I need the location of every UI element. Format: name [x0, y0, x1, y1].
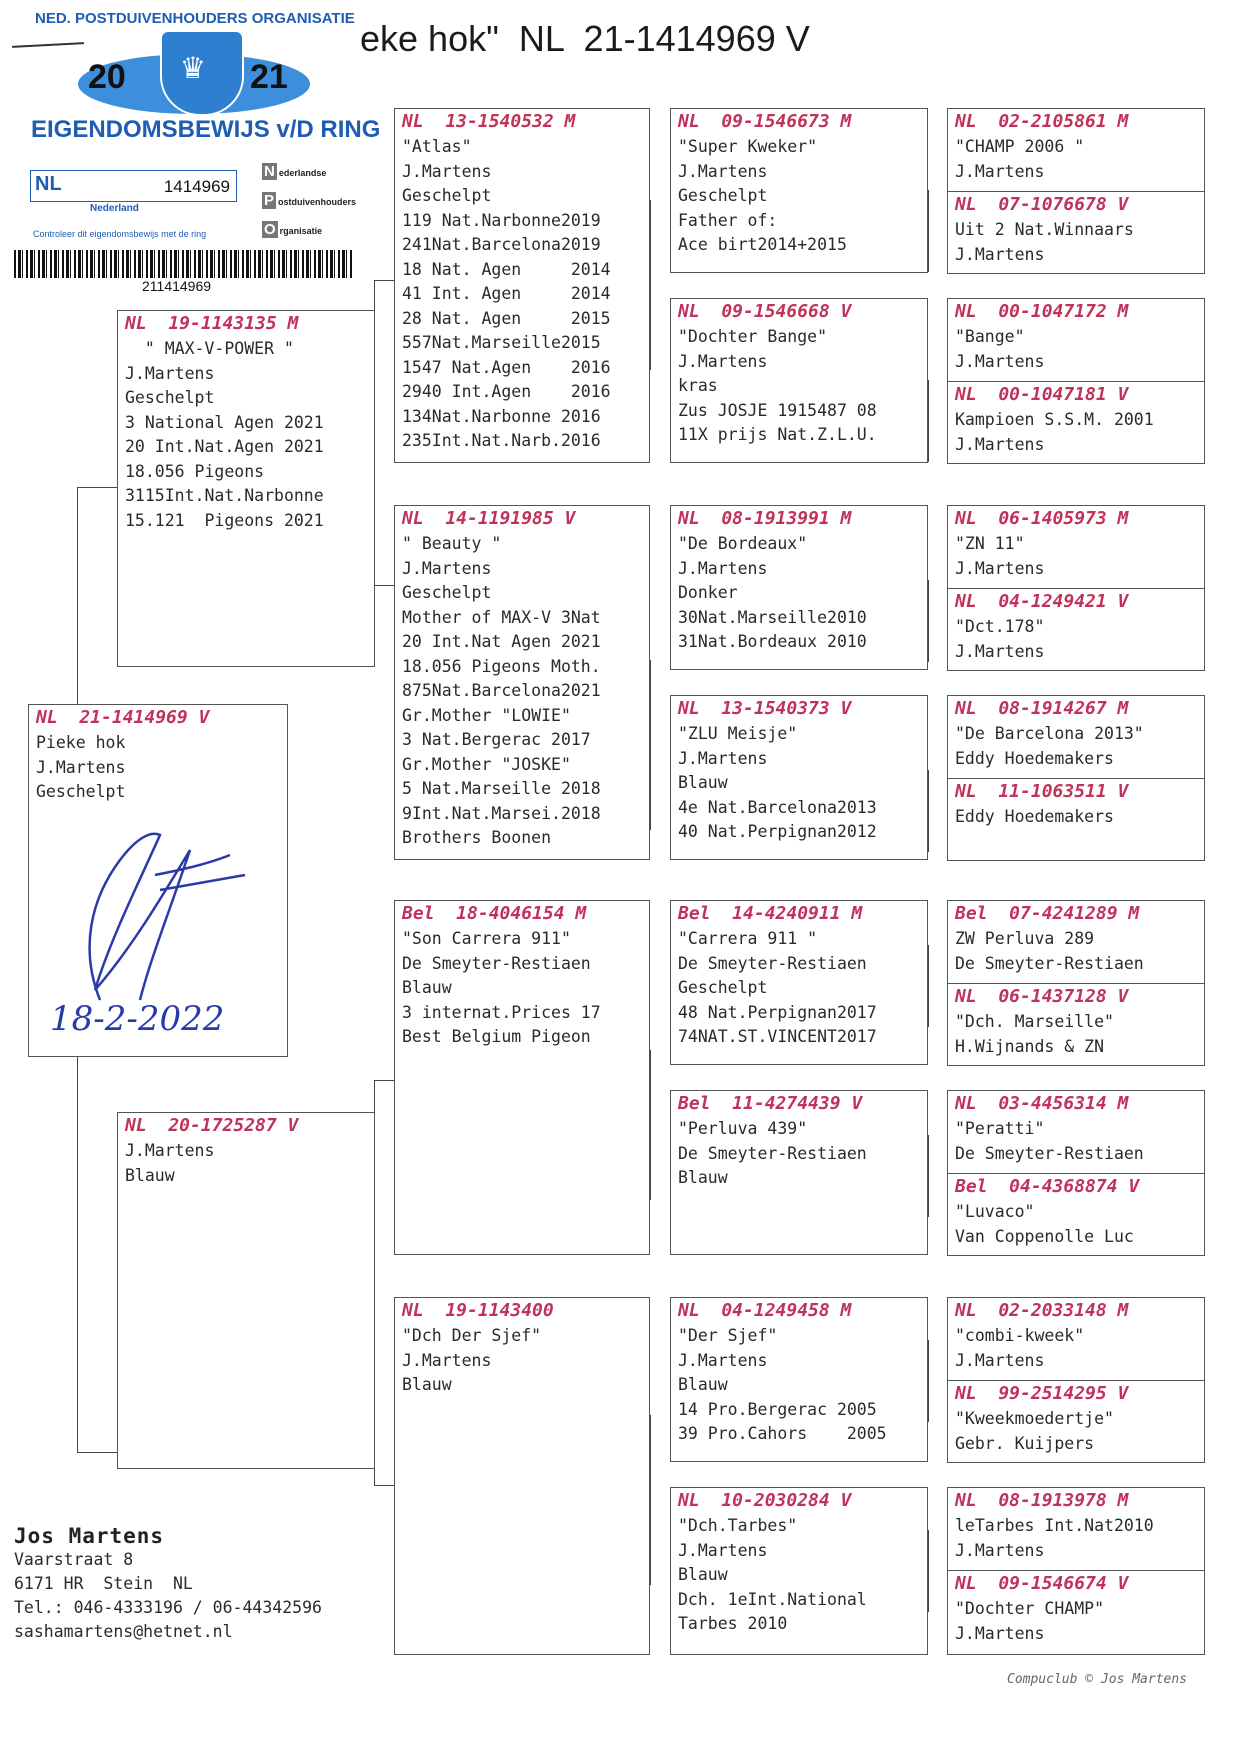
pigeon-card-dam [117, 1112, 375, 1469]
card-line: "ZLU Meisje" [678, 724, 798, 743]
card-line: J.Martens [955, 434, 1045, 454]
card-line: ZW Perluva 289 [955, 929, 1095, 948]
card-line: "Super Kweker" [678, 137, 818, 156]
card-line: "De Barcelona 2013" [955, 724, 1144, 743]
card-line: Eddy Hoedemakers [955, 748, 1114, 768]
card-line: 557Nat.Marseille2015 [402, 333, 601, 352]
pigeon-card-gen4 [947, 1090, 1205, 1173]
certificate-heading: EIGENDOMSBEWIJS v/D RING [31, 116, 381, 143]
card-line: H.Wijnands & ZN [955, 1036, 1105, 1056]
card-header: NL 09-1546668 V [678, 301, 852, 322]
card-line: 48 Nat.Perpignan2017 [678, 1002, 877, 1022]
connector [77, 487, 117, 488]
card-line: Gebr. Kuijpers [955, 1433, 1095, 1453]
pigeon-card-gen4 [947, 1487, 1205, 1570]
card-line: Blauw [678, 1565, 728, 1584]
connector [650, 660, 651, 830]
card-line: "Dct.178" [955, 617, 1045, 636]
connector [650, 1415, 651, 1585]
card-line: "Son Carrera 911" [402, 929, 571, 948]
card-line: 41 Int. Agen 2014 [402, 284, 611, 303]
connector [374, 585, 394, 586]
card-line: J.Martens [678, 1540, 768, 1560]
card-line: J.Martens [955, 1540, 1045, 1560]
connector [928, 580, 929, 662]
pigeon-card-gen4 [947, 191, 1205, 274]
card-line: Blauw [402, 1375, 452, 1394]
pigeon-card-gen3 [670, 900, 928, 1065]
ring-certificate [0, 0, 381, 300]
card-line: 1547 Nat.Agen 2016 [402, 357, 611, 377]
card-line: 20 Int.Nat.Agen 2021 [125, 437, 324, 456]
card-line: J.Martens [125, 363, 215, 383]
card-header: NL 08-1914267 M [955, 698, 1129, 719]
pigeon-card-grandsire-paternal [394, 108, 650, 463]
card-line: J.Martens [955, 558, 1045, 578]
certificate-year-left: 20 [88, 58, 126, 96]
card-line: Van Coppenolle Luc [955, 1226, 1134, 1246]
card-line: J.Martens [678, 1350, 768, 1370]
npo-logo: N ederlandse P ostduivenhouders O rganisatie [264, 163, 357, 238]
ring-number-box [30, 170, 237, 202]
card-line: 4e Nat.Barcelona2013 [678, 797, 877, 817]
card-line: De Smeyter-Restiaen [955, 953, 1144, 973]
card-line: Brothers Boonen [402, 828, 552, 847]
card-line: J.Martens [955, 1623, 1045, 1643]
connector [928, 945, 929, 1027]
card-line: 235Int.Nat.Narb.2016 [402, 431, 601, 450]
breeder-city: 6171 HR Stein NL [14, 1574, 193, 1593]
pigeon-card-gen3 [670, 298, 928, 463]
pigeon-card-granddam-maternal [394, 1297, 650, 1655]
card-line: "Luvaco" [955, 1202, 1035, 1221]
card-line: 119 Nat.Narbonne2019 [402, 210, 601, 230]
pigeon-card-sire [117, 310, 375, 667]
card-line: "Atlas" [402, 137, 472, 156]
card-line: Best Belgium Pigeon [402, 1027, 591, 1046]
card-line: 18 Nat. Agen 2014 [402, 259, 611, 279]
card-line: 15.121 Pigeons 2021 [125, 510, 324, 530]
pigeon-card-gen4 [947, 588, 1205, 671]
card-header: Bel 14-4240911 M [678, 903, 863, 924]
card-header: NL 20-1725287 V [125, 1115, 299, 1136]
card-line: Dch. 1eInt.National [678, 1589, 867, 1609]
card-line: "Kweekmoedertje" [955, 1409, 1114, 1428]
card-line: "Dochter CHAMP" [955, 1599, 1105, 1618]
card-line: De Smeyter-Restiaen [402, 953, 591, 973]
card-header: NL 13-1540532 M [402, 111, 576, 132]
ring-country: NL [35, 173, 62, 195]
certificate-org: NED. POSTDUIVENHOUDERS ORGANISATIE [35, 10, 355, 27]
card-line: Kampioen S.S.M. 2001 [955, 410, 1154, 429]
card-header: Bel 04-4368874 V [955, 1176, 1140, 1197]
card-header: NL 02-2105861 M [955, 111, 1129, 132]
handwritten-signature [40, 800, 290, 1050]
card-line: "Dch.Tarbes" [678, 1516, 798, 1535]
card-header: NL 08-1913991 M [678, 508, 852, 529]
card-line: 3 internat.Prices 17 [402, 1002, 601, 1022]
pigeon-card-gen4 [947, 505, 1205, 588]
card-line: 74NAT.ST.VINCENT2017 [678, 1027, 877, 1046]
connector [77, 1452, 117, 1453]
card-header: NL 00-1047181 V [955, 384, 1129, 405]
pigeon-card-gen4 [947, 1297, 1205, 1380]
card-line: Blauw [678, 773, 728, 792]
connector [374, 280, 394, 281]
barcode [14, 250, 354, 278]
card-line: Uit 2 Nat.Winnaars [955, 220, 1134, 239]
card-header: Bel 07-4241289 M [955, 903, 1140, 924]
footer-credit: Compuclub © Jos Martens [1007, 1672, 1188, 1687]
card-line: 30Nat.Marseille2010 [678, 607, 867, 627]
card-line: Eddy Hoedemakers [955, 807, 1114, 826]
pen-stroke [12, 42, 84, 48]
card-header: NL 14-1191985 V [402, 508, 576, 529]
card-header: NL 06-1437128 V [955, 986, 1129, 1007]
breeder-name: Jos Martens [14, 1524, 165, 1548]
pigeon-card-gen4 [947, 695, 1205, 778]
card-line: 18.056 Pigeons [125, 461, 265, 481]
card-header: NL 07-1076678 V [955, 194, 1129, 215]
card-line: " MAX-V-POWER " [125, 339, 294, 358]
card-line: Blauw [125, 1165, 175, 1185]
card-line: "Perluva 439" [678, 1119, 808, 1138]
signature-date: 18-2-2022 [50, 999, 225, 1039]
card-line: Mother of MAX-V 3Nat [402, 607, 601, 627]
connector [928, 1135, 929, 1217]
breeder-contact [14, 1524, 322, 1644]
card-header: NL 02-2033148 M [955, 1300, 1129, 1321]
pigeon-card-gen4 [947, 900, 1205, 983]
barcode-number: 211414969 [142, 278, 212, 294]
card-line: 3 National Agen 2021 [125, 412, 324, 432]
card-header: NL 11-1063511 V [955, 781, 1129, 802]
pigeon-card-gen4 [947, 1173, 1205, 1256]
breeder-address: Vaarstraat 8 [14, 1550, 134, 1569]
card-line: "Bange" [955, 327, 1025, 346]
card-line: J.Martens [955, 244, 1045, 264]
card-line: Pieke hok [36, 733, 126, 752]
certificate-year-right: 21 [250, 58, 288, 96]
card-line: "Dochter Bange" [678, 327, 828, 346]
card-line: 40 Nat.Perpignan2012 [678, 822, 877, 841]
card-line: Geschelpt [402, 186, 492, 205]
card-line: J.Martens [678, 558, 768, 578]
pigeon-card-gen3 [670, 1090, 928, 1255]
npo-word-3: rganisatie [279, 226, 323, 236]
npo-word-2: ostduivenhouders [278, 197, 357, 207]
card-header: Bel 18-4046154 M [402, 903, 587, 924]
connector [77, 1052, 78, 1452]
card-line: 14 Pro.Bergerac 2005 [678, 1399, 877, 1419]
card-line: 11X prijs Nat.Z.L.U. [678, 425, 877, 444]
breeder-phone: Tel.: 046-4333196 / 06-44342596 [14, 1598, 322, 1617]
pigeon-card-gen4 [947, 1570, 1205, 1655]
connector [650, 200, 651, 370]
card-line: De Smeyter-Restiaen [678, 953, 867, 973]
card-line: J.Martens [678, 161, 768, 181]
card-line: "De Bordeaux" [678, 534, 808, 553]
card-line: Geschelpt [678, 186, 768, 205]
pigeon-card-gen3 [670, 108, 928, 273]
card-line: J.Martens [402, 161, 492, 181]
card-line: Geschelpt [36, 782, 126, 801]
card-line: 9Int.Nat.Marsei.2018 [402, 803, 601, 823]
card-line: J.Martens [36, 757, 126, 777]
pigeon-card-gen4 [947, 381, 1205, 464]
pigeon-card-gen3 [670, 505, 928, 670]
certificate-control-text: Controleer dit eigendomsbewijs met de ring [33, 229, 207, 239]
card-line: 18.056 Pigeons Moth. [402, 656, 601, 676]
connector [650, 1050, 651, 1200]
card-header: NL 19-1143135 M [125, 313, 299, 334]
card-header: NL 10-2030284 V [678, 1490, 852, 1511]
card-header: NL 06-1405973 M [955, 508, 1129, 529]
card-line: "Der Sjef" [678, 1326, 778, 1345]
card-line: Geschelpt [402, 583, 492, 602]
card-line: J.Martens [955, 161, 1045, 181]
breeder-email: sashamartens@hetnet.nl [14, 1622, 233, 1641]
card-line: Gr.Mother "LOWIE" [402, 705, 571, 725]
pigeon-card-grandsire-maternal [394, 900, 650, 1255]
card-line: De Smeyter-Restiaen [955, 1143, 1144, 1163]
card-line: J.Martens [125, 1141, 215, 1160]
card-line: "ZN 11" [955, 534, 1025, 553]
pigeon-card-gen3 [670, 1487, 928, 1655]
card-line: " Beauty " [402, 534, 502, 553]
card-line: Tarbes 2010 [678, 1614, 788, 1633]
connector [928, 380, 929, 462]
pigeon-card-granddam-paternal [394, 505, 650, 860]
card-line: Donker [678, 583, 738, 602]
card-line: J.Martens [678, 748, 768, 768]
card-line: J.Martens [678, 351, 768, 371]
pigeon-card-gen4 [947, 778, 1205, 861]
card-header: NL 13-1540373 V [678, 698, 852, 719]
connector [928, 1340, 929, 1422]
card-line: 31Nat.Bordeaux 2010 [678, 632, 867, 651]
card-header: NL 08-1913978 M [955, 1490, 1129, 1511]
card-line: 875Nat.Barcelona2021 [402, 681, 601, 700]
card-line: 39 Pro.Cahors 2005 [678, 1424, 887, 1443]
card-line: 2940 Int.Agen 2016 [402, 382, 611, 401]
pigeon-card-gen4 [947, 983, 1205, 1066]
card-line: "CHAMP 2006 " [955, 137, 1085, 156]
card-line: Father of: [678, 210, 778, 230]
card-line: Geschelpt [678, 978, 768, 997]
card-line: J.Martens [955, 1350, 1045, 1370]
card-line: Blauw [678, 1168, 728, 1187]
card-line: De Smeyter-Restiaen [678, 1143, 867, 1163]
card-line: Blauw [402, 978, 452, 997]
card-line: J.Martens [955, 351, 1045, 371]
pigeon-card-gen4 [947, 108, 1205, 191]
connector [77, 487, 78, 704]
ring-number: 1414969 [163, 177, 230, 196]
card-line: kras [678, 376, 718, 395]
card-header: NL 04-1249458 M [678, 1300, 852, 1321]
card-line: 134Nat.Narbonne 2016 [402, 406, 601, 426]
card-line: 3115Int.Nat.Narbonne [125, 486, 324, 505]
card-line: 5 Nat.Marseille 2018 [402, 779, 601, 798]
certificate-nederland: Nederland [90, 203, 139, 214]
card-line: J.Martens [402, 558, 492, 578]
card-line: Zus JOSJE 1915487 08 [678, 400, 877, 420]
card-header: NL 09-1546673 M [678, 111, 852, 132]
card-line: Gr.Mother "JOSKE" [402, 754, 571, 774]
card-header: NL 19-1143400 [402, 1300, 554, 1321]
pigeon-card-gen4 [947, 298, 1205, 381]
card-header: NL 00-1047172 M [955, 301, 1129, 322]
card-header: NL 03-4456314 M [955, 1093, 1129, 1114]
card-line: "Dch. Marseille" [955, 1012, 1114, 1031]
card-line: "combi-kweek" [955, 1326, 1085, 1345]
connector [928, 1530, 929, 1612]
lion-crest-icon: ♛ [160, 30, 244, 116]
card-header: NL 04-1249421 V [955, 591, 1129, 612]
card-header: NL 21-1414969 V [36, 707, 210, 728]
card-line: 3 Nat.Bergerac 2017 [402, 730, 591, 749]
card-line: 28 Nat. Agen 2015 [402, 308, 611, 328]
connector [374, 1485, 394, 1486]
pigeon-card-gen3 [670, 1297, 928, 1462]
card-header: NL 99-2514295 V [955, 1383, 1129, 1404]
connector [928, 770, 929, 852]
connector [928, 190, 929, 272]
card-line: "Carrera 911 " [678, 929, 818, 948]
card-line: leTarbes Int.Nat2010 [955, 1516, 1154, 1535]
card-line: Geschelpt [125, 388, 215, 407]
card-line: Blauw [678, 1375, 728, 1394]
card-line: J.Martens [955, 641, 1045, 661]
card-line: "Dch Der Sjef" [402, 1326, 542, 1345]
pigeon-card-gen3 [670, 695, 928, 860]
card-line: J.Martens [402, 1350, 492, 1370]
card-line: Ace birt2014+2015 [678, 235, 847, 254]
card-line: 20 Int.Nat Agen 2021 [402, 632, 601, 651]
card-line: "Peratti" [955, 1119, 1045, 1138]
card-header: Bel 11-4274439 V [678, 1093, 863, 1114]
connector [374, 1080, 394, 1081]
card-header: NL 09-1546674 V [955, 1573, 1129, 1594]
card-line: 241Nat.Barcelona2019 [402, 235, 601, 254]
pigeon-card-gen4 [947, 1380, 1205, 1463]
npo-word-1: ederlandse [278, 168, 327, 178]
page-title: eke hok" NL 21-1414969 V [360, 18, 810, 59]
